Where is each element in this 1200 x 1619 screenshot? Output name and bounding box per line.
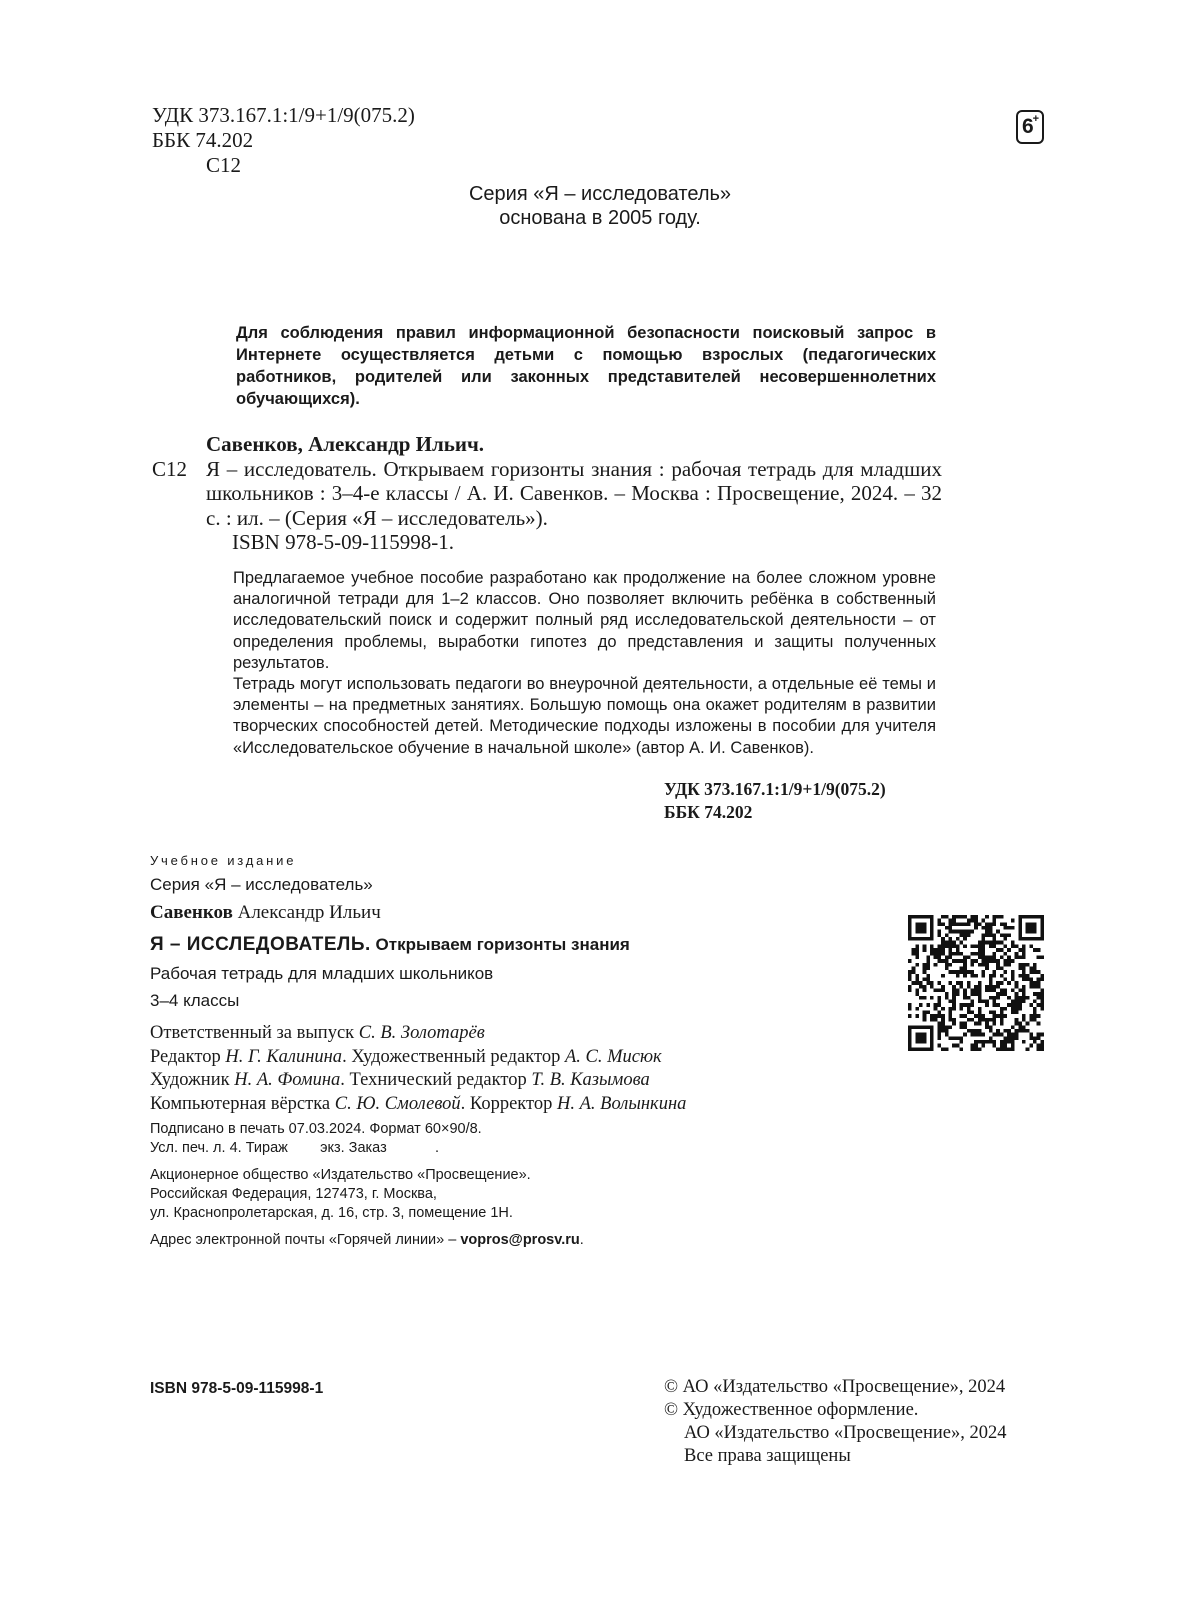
udk-bottom-code: УДК 373.167.1:1/9+1/9(075.2) bbox=[664, 779, 886, 799]
credits-label: Художник bbox=[150, 1070, 235, 1090]
udk-bottom bbox=[664, 778, 886, 824]
imprint-title bbox=[150, 932, 870, 958]
biblio-description: Я – исследователь. Открываем горизонты знания : рабочая тетрадь для младших школьников : 3–4-е классы / А. И. Савенков. – Москва : Просвещение, 2024. – 32 с. : ил. – (Серия «Я – исследователь»). bbox=[206, 456, 942, 530]
credits-person: Н. А. Волынкина bbox=[557, 1093, 687, 1114]
copyright-line-2: © Художественное оформление. bbox=[664, 1400, 919, 1420]
credits-label: Редактор bbox=[150, 1046, 226, 1067]
credits-label: . Художественный редактор bbox=[342, 1046, 565, 1067]
imprint-author-name: Александр Ильич bbox=[232, 902, 381, 923]
hotline-period: . bbox=[579, 1232, 584, 1248]
credits-label: . Технический редактор bbox=[340, 1070, 532, 1090]
isbn-bottom: ISBN 978-5-09-115998-1 bbox=[150, 1380, 324, 1397]
print-signed: Подписано в печать 07.03.2024. Формат 60×90/8. bbox=[150, 1121, 482, 1137]
imprint-author-surname: Савенков bbox=[150, 902, 233, 923]
bbk-bottom-code: ББК 74.202 bbox=[664, 802, 753, 822]
edition-type: Учебное издание bbox=[150, 853, 297, 868]
imprint-title-main: Я – ИССЛЕДОВАТЕЛЬ. bbox=[150, 934, 371, 955]
copyright-line-1: © АО «Издательство «Просвещение», 2024 bbox=[664, 1377, 1006, 1397]
credits-person: С. В. Золотарёв bbox=[358, 1023, 485, 1043]
credits bbox=[150, 1022, 910, 1116]
annotation-paragraph-2: Тетрадь могут использовать педагоги во внеурочной деятельности, а отдельные её темы и элементы – на предметных занятиях. Большую помощь она окажет родителям в развитии творческих способностей детей. Методические подходы изложены в пособии для учителя «Исследовательское обучение в начальной школе» (автор А. И. Савенков). bbox=[233, 675, 936, 757]
bibliographic-record bbox=[152, 432, 942, 555]
udk-header bbox=[152, 103, 415, 178]
credits-person: Н. А. Фомина bbox=[234, 1070, 341, 1090]
imprint-series: Серия «Я – исследователь» bbox=[150, 875, 373, 894]
print-info bbox=[150, 1120, 850, 1250]
credits-person: С. Ю. Смолевой bbox=[334, 1093, 461, 1114]
biblio-author: Савенков, Александр Ильич. bbox=[206, 432, 485, 456]
bbk-code: ББК 74.202 bbox=[152, 128, 254, 152]
qr-code-icon[interactable] bbox=[908, 915, 1044, 1051]
hotline-label: Адрес электронной почты «Горячей линии» – bbox=[150, 1232, 461, 1248]
copyright-line-4: Все права защищены bbox=[684, 1446, 851, 1466]
biblio-code: С12 bbox=[152, 456, 188, 481]
imprint-title-sub: Открываем горизонты знания bbox=[370, 935, 630, 954]
series-note-line2: основана в 2005 году. bbox=[499, 207, 701, 229]
imprint-author bbox=[150, 900, 870, 926]
imprint-subtitle: Рабочая тетрадь для младших школьников bbox=[150, 964, 494, 983]
safety-note: Для соблюдения правил информационной безопасности поисковый запрос в Интернете осуществляется детьми с помощью взрослых (педагогических работников, родителей или законных представителей несовершеннолетних обучающихся). bbox=[236, 324, 936, 408]
age-rating-badge bbox=[1016, 110, 1044, 144]
credits-label: Ответственный за выпуск bbox=[150, 1023, 359, 1043]
credits-label: Компьютерная вёрстка bbox=[150, 1093, 335, 1114]
print-sheets: Усл. печ. л. 4. Тираж экз. Заказ . bbox=[150, 1140, 440, 1156]
annotation-paragraph-1: Предлагаемое учебное пособие разработано как продолжение на более сложном уровне аналогичной тетради для 1–2 классов. Оно позволяет включить ребёнка в собственный исследовательский поиск и содержит полный ряд исследовательской деятельности – от определения проблемы, выработки гипотез до представления и защиты полученных результатов. bbox=[233, 569, 936, 672]
credits-line-4 bbox=[150, 1093, 910, 1117]
series-note bbox=[360, 182, 840, 230]
biblio-isbn: ISBN 978-5-09-115998-1. bbox=[232, 530, 455, 554]
age-rating-number: 6 bbox=[1021, 115, 1033, 138]
credits-label: . Корректор bbox=[460, 1093, 558, 1114]
hotline-email bbox=[150, 1231, 850, 1250]
credits-person: Т. В. Казымова bbox=[531, 1070, 650, 1090]
imprint bbox=[150, 852, 870, 1013]
credits-person: А. С. Мисюк bbox=[564, 1046, 662, 1067]
hotline-email-link[interactable]: vopros@prosv.ru bbox=[460, 1232, 580, 1248]
credits-person: Н. Г. Калинина bbox=[225, 1046, 343, 1067]
credits-line-1 bbox=[150, 1022, 910, 1046]
author-code: С12 bbox=[206, 153, 242, 177]
annotation bbox=[233, 568, 936, 759]
credits-line-2 bbox=[150, 1046, 910, 1070]
age-rating-plus: + bbox=[1032, 113, 1039, 125]
series-note-line1: Серия «Я – исследователь» bbox=[468, 183, 732, 205]
credits-line-3 bbox=[150, 1069, 910, 1093]
publisher-line-1: Акционерное общество «Издательство «Просвещение». bbox=[150, 1167, 531, 1183]
publisher-line-2: Российская Федерация, 127473, г. Москва, bbox=[150, 1186, 437, 1202]
imprint-grades: 3–4 классы bbox=[150, 991, 240, 1010]
copyright-line-3: АО «Издательство «Просвещение», 2024 bbox=[684, 1423, 1007, 1443]
udk-code: УДК 373.167.1:1/9+1/9(075.2) bbox=[152, 103, 415, 127]
publisher-line-3: ул. Краснопролетарская, д. 16, стр. 3, помещение 1Н. bbox=[150, 1205, 513, 1221]
copyright bbox=[664, 1376, 1007, 1468]
